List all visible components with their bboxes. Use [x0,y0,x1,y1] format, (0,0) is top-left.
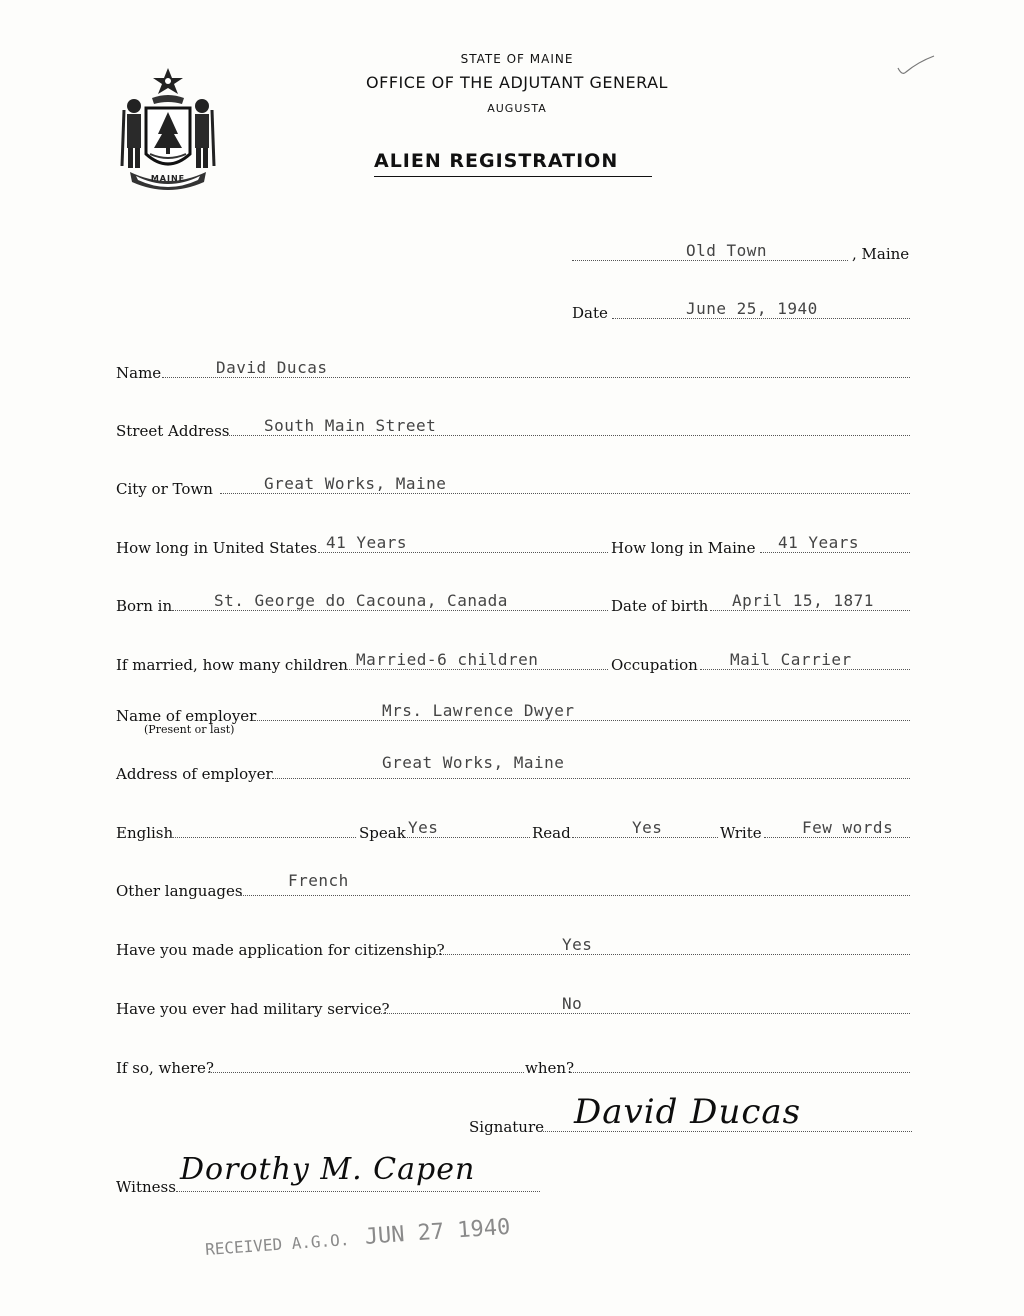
write-field-line [764,837,910,838]
maine-duration-label: How long in Maine [611,539,756,557]
read-label: Read [532,824,571,842]
received-stamp-date: JUN 27 1940 [364,1214,512,1250]
maine-state-seal [112,62,224,192]
born-in-label: Born in [116,597,173,615]
town-field-line [572,260,848,261]
witness-field-line [176,1191,540,1192]
date-field-line [612,318,910,319]
employer-address-label: Address of employer [116,765,273,783]
name-value: David Ducas [216,358,328,377]
state-suffix-label: , Maine [852,245,910,263]
city-label: City or Town [116,480,213,498]
where-label: If so, where? [116,1059,214,1077]
employer-label: Name of employer [116,707,257,725]
children-label: If married, how many children [116,656,348,674]
other-languages-label: Other languages [116,882,243,900]
military-field-line [378,1013,910,1014]
us-duration-label: How long in United States [116,539,318,557]
us-duration-field-line [318,552,608,553]
occupation-field-line [700,669,910,670]
date-value: June 25, 1940 [686,299,818,318]
read-field-line [572,837,718,838]
citizenship-field-line [436,954,910,955]
other-languages-field-line [236,895,910,896]
signature-handwriting: David Ducas [574,1092,802,1132]
title-underline [374,176,652,177]
citizenship-label: Have you made application for citizenship? [116,941,445,959]
received-stamp [204,1215,511,1261]
city-heading: AUGUSTA [487,102,547,115]
citizenship-value: Yes [562,935,593,954]
employer-value: Mrs. Lawrence Dwyer [382,701,575,720]
english-field-line [170,837,356,838]
witness-label: Witness [116,1178,176,1196]
witness-handwriting: Dorothy M. Capen [180,1152,476,1187]
form-title: ALIEN REGISTRATION [374,150,619,172]
signature-label: Signature [469,1118,545,1136]
city-value: Great Works, Maine [264,474,447,493]
write-value: Few words [802,818,894,837]
write-label: Write [720,824,762,842]
occupation-label: Occupation [611,656,698,674]
maine-duration-field-line [760,552,910,553]
born-in-value: St. George do Cacouna, Canada [214,591,508,610]
employer-field-line [254,720,910,721]
maine-duration-value: 41 Years [778,533,860,552]
employer-address-field-line [272,778,910,779]
dob-label: Date of birth [611,597,709,615]
children-field-line [344,669,608,670]
name-field-line [162,377,910,378]
employer-sublabel: (Present or last) [144,723,235,736]
born-in-field-line [172,610,608,611]
street-field-line [226,435,910,436]
check-mark-icon [896,54,936,82]
office-heading: OFFICE OF THE ADJUTANT GENERAL [366,73,668,92]
other-languages-value: French [288,871,349,890]
seal-motto: MAINE [150,174,186,183]
town-value: Old Town [686,241,768,260]
read-value: Yes [632,818,663,837]
date-label: Date [572,304,608,322]
received-stamp-text: RECEIVED A.G.O. [204,1229,351,1260]
dob-value: April 15, 1871 [732,591,874,610]
when-label: when? [525,1059,575,1077]
street-label: Street Address [116,422,230,440]
where-field-line [208,1072,524,1073]
dob-field-line [710,610,910,611]
us-duration-value: 41 Years [326,533,408,552]
military-value: No [562,994,583,1013]
speak-label: Speak [359,824,406,842]
military-label: Have you ever had military service? [116,1000,390,1018]
state-heading: STATE OF MAINE [460,52,574,66]
city-field-line [220,493,910,494]
employer-address-value: Great Works, Maine [382,753,565,772]
speak-value: Yes [408,818,439,837]
occupation-value: Mail Carrier [730,650,852,669]
children-value: Married-6 children [356,650,539,669]
english-label: English [116,824,174,842]
name-label: Name [116,364,162,382]
when-field-line [570,1072,910,1073]
speak-field-line [402,837,530,838]
street-value: South Main Street [264,416,437,435]
